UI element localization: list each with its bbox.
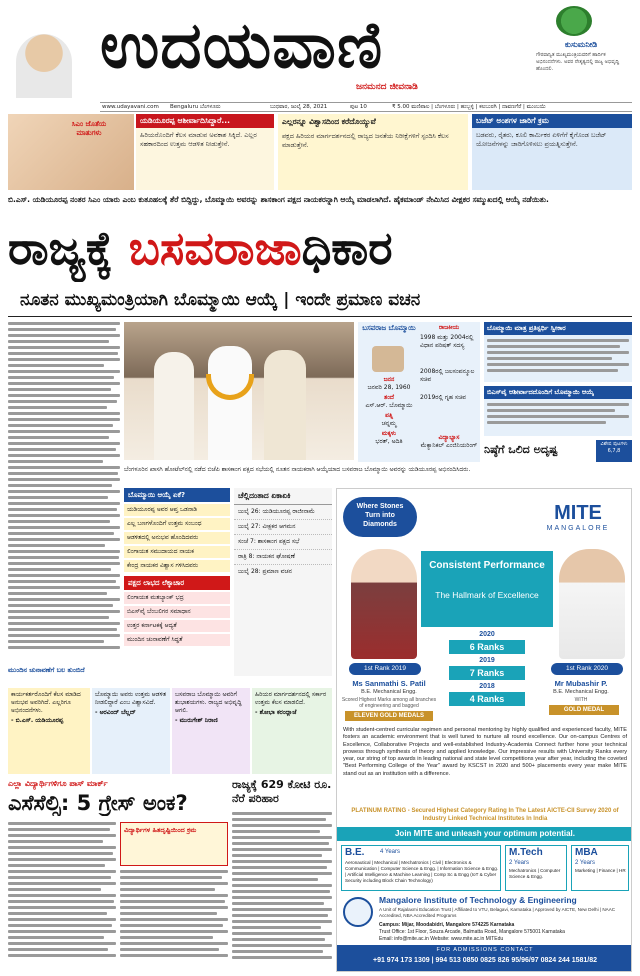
- ad-blurb: With student-centred curricular regimen and personal mentoring by highly qualified and experienced faculty, MITE fosters an academic environment that is well tuned to nurture all round excellence. Our on-campus Centres of Excellence, Collaborative Projects and well-established Industry-Academia Connect further hone your technical prowess through synthesis of theory and applied knowledge. Our impressive results with University Ranks every year, our string of top awards in leading national and state level competitions year after year, including the coveted "Best Performing College of the Year" award by KSCST in 2020 and 500+ placements every year make MITE stand out as an institution with a difference.: [343, 727, 627, 777]
- teaser-3: [472, 114, 632, 190]
- student-1-note: Scored Highest Marks among all branches of engineering and bagged: [341, 697, 437, 709]
- quote-text: ಹಿರಿಯರ ಮಾರ್ಗದರ್ಶನದಲ್ಲಿ ಸರ್ಕಾರ ಉತ್ತಮ ಕೆಲಸ ಮಾಡಲಿದೆ.: [255, 691, 327, 706]
- inst-campus: Campus: Mijar, Moodabidri, Mangalore 574225 Karnataka: [379, 922, 515, 928]
- teaser-2-headline: ಎಲ್ಲರನ್ನೂ ವಿಶ್ವಾಸದಿಂದ ಕರೆದೊಯ್ಯುವೆ: [282, 117, 376, 126]
- ad-logo: [343, 897, 373, 927]
- quote-text: ಬೊಮ್ಮಾಯಿ ಅವರು ಉತ್ತಮ ಆಡಳಿತ ನೀಡಲಿದ್ದಾರೆ ಎಂಬ ವಿಶ್ವಾಸವಿದೆ.: [95, 691, 167, 706]
- rank-value: 7 Ranks: [449, 666, 525, 680]
- why-box: [124, 488, 230, 676]
- rank-year: 2018: [479, 683, 495, 690]
- headline-part2: ಬಸವರಾಜಾ: [128, 221, 302, 275]
- photo-figure: [264, 350, 306, 460]
- quote-text: ಬಸವರಾಜ ಬೊಮ್ಮಾಯಿ ಅವರಿಗೆ ಶುಭಾಶಯಗಳು. ರಾಜ್ಯದ ಅಭಿವೃದ್ಧಿ ಆಗಲಿ.: [175, 691, 242, 714]
- headline-part3: ಧಿಕಾರ: [301, 221, 393, 275]
- teaser-photo-label: ಸಿಎಂ ಜೊತೆಯ ಮಾತುಗಳು: [71, 120, 107, 137]
- timeline-item: ಜುಲೈ 27: ವೀಕ್ಷಕರ ಆಗಮನ: [234, 520, 332, 535]
- masthead-title: ಉದಯವಾಣಿ: [100, 8, 384, 83]
- course-be-list: Aeronautical | Mechanical | Mechatronics | Civil | Electronics & Communication | Computer Science & Engg. | Information Science & Engg. | Artificial Intelligence & Machine Learning | Comp Sc & Engg (IoT & Cyber Security including Block Chain Technology): [345, 860, 499, 883]
- masthead: [0, 0, 640, 100]
- right-box-3: [484, 440, 632, 462]
- bottom-left-box-text: ವಿದ್ಯಾರ್ಥಿಗಳ ಹಿತದೃಷ್ಟಿಯಿಂದ ಕ್ರಮ: [124, 826, 197, 834]
- bottom-mid-text: [232, 812, 332, 972]
- profile-edu-label: ವಿದ್ಯಾಭ್ಯಾಸ: [438, 434, 460, 441]
- right-box-2: [484, 386, 632, 436]
- timeline-item: ಜುಲೈ 26: ಯಡಿಯೂರಪ್ಪ ರಾಜೀನಾಮೆ: [234, 505, 332, 520]
- photo-figure: [208, 346, 252, 460]
- main-photo: [124, 322, 354, 460]
- right-box-3-tag: ವಿಶೇಷ ಪುಟಗಳು 6,7,8: [596, 440, 632, 462]
- ad-perf-title: Consistent Performance: [429, 560, 545, 571]
- profile-kids-label: ಮಕ್ಕಳು: [381, 430, 397, 437]
- profile-portrait: [372, 346, 404, 372]
- why-item: ಲಿಂಗಾಯತ ಸಮುದಾಯದ ನಾಯಕ: [124, 546, 230, 558]
- course-mba-title: MBA: [575, 847, 598, 858]
- quote-author: - ಮುರುಗೇಶ್ ನಿರಾಣಿ: [175, 717, 218, 724]
- why-item-2: ಉತ್ತರ ಕರ್ನಾಟಕಕ್ಕೆ ಆದ್ಯತೆ: [124, 620, 230, 632]
- course-mba-years: 2 Years: [575, 860, 596, 866]
- student-2-photo: [559, 549, 625, 659]
- teaser-1-body: ಹಿರಿಯರೊಂದಿಗೆ ಕೆಲಸ ಮಾಡುವ ಅವಕಾಶ ಸಿಕ್ಕಿದೆ. ಎಲ್ಲರ ಸಹಕಾರದಿಂದ ಉತ್ತಮ ಆಡಳಿತ ನೀಡುತ್ತೇನೆ.: [140, 131, 257, 148]
- right-box-1-title: ಬೊಮ್ಮಾಯಿ ಮಾತ್ರ ಪ್ರತಿಸ್ಪರ್ಧಿ ಸ್ವೀಕಾರ: [484, 322, 632, 335]
- subheadline: ನೂತನ ಮುಖ್ಯಮಂತ್ರಿಯಾಗಿ ಬೊಮ್ಮಾಯಿ ಆಯ್ಕೆ | ಇಂದೇ ಪ್ರಮಾಣ ವಚನ: [20, 290, 421, 310]
- profile-born: ಜನವರಿ 28, 1960: [367, 384, 411, 391]
- sponsor-brand: ಕುಸುಮನೀಡಿ: [564, 40, 598, 49]
- teaser-3-headline: ಬಜೆಟ್ ಅಂಶಗಳ ಜಾರಿಗೆ ಕ್ರಮ: [472, 114, 632, 128]
- main-headline: [8, 216, 632, 282]
- profile-father: ಎಸ್.ಆರ್. ಬೊಮ್ಮಾಯಿ: [365, 402, 413, 409]
- teaser-3-body: ಬಡವರು, ರೈತರು, ಕೂಲಿ ಕಾರ್ಮಿಕರ ಏಳಿಗೆಗೆ ಕೈಗೊಂಡ ಬಜೆಟ್ ಯೋಜನೆಗಳನ್ನು ಜಾರಿಗೊಳಿಸಲು ಪ್ರಯತ್ನಿಸುತ್ತೇನೆ.: [476, 131, 607, 148]
- why-box-title-2: ಪಕ್ಷದ ಲಾಭದ ಲೆಕ್ಕಾಚಾರ: [124, 576, 230, 590]
- dateline-bar: [100, 102, 632, 112]
- bottom-headline: ಎಸೆಸೆಲ್ಸಿ: 5 ಗ್ರೇಸ್ ಅಂಕ?: [8, 791, 188, 815]
- subheadline-rule: [8, 316, 632, 317]
- quote-card: [8, 688, 90, 774]
- teaser-2: [278, 114, 468, 190]
- quote-author: - ಅರವಿಂದ್ ಬೆಲ್ಲದ್: [95, 709, 136, 716]
- profile-wife: ಚನ್ನಮ್ಮ: [381, 420, 397, 427]
- bottom-left-text-2: [120, 870, 228, 972]
- ad-perf-sub: The Hallmark of Excellence: [435, 590, 539, 600]
- course-mtech-years: 2 Years: [509, 860, 530, 866]
- quote-card: [92, 688, 170, 774]
- student-2-award: GOLD MEDAL: [549, 705, 619, 715]
- dateline-edition: Bengaluru ಬೆಂಗಳೂರು: [170, 104, 221, 110]
- rank-year: 2020: [479, 631, 495, 638]
- masthead-portrait: [16, 34, 72, 98]
- ad-join-bar: Join MITE and unleash your optimum potential.: [337, 827, 632, 841]
- teaser-2-body: ಪಕ್ಷದ ಹಿರಿಯರ ಮಾರ್ಗದರ್ಶನದಲ್ಲಿ ರಾಜ್ಯದ ಜನತೆಯ ನಿರೀಕ್ಷೆಗಳಿಗೆ ಸ್ಪಂದಿಸಿ ಕೆಲಸ ಮಾಡುತ್ತೇನೆ.: [282, 132, 449, 149]
- ad-brand-sub: MANGALORE: [546, 525, 610, 532]
- rank-value: 6 Ranks: [449, 640, 525, 654]
- profile-kids: ಭರತ್, ಅದಿತಿ: [375, 438, 403, 445]
- course-be-title: B.E.: [345, 847, 365, 858]
- student-1-name: Ms Sanmathi S. Patil: [352, 679, 426, 688]
- why-item-2: ಮುಂದಿನ ಚುನಾವಣೆಗೆ ಸಿದ್ಧತೆ: [124, 634, 230, 646]
- quote-author: - ಬಿ.ಎಸ್. ಯಡಿಯೂರಪ್ಪ: [11, 717, 64, 724]
- course-mtech-title: M.Tech: [509, 847, 543, 858]
- student-1-branch: B.E. Mechanical Engg.: [361, 689, 417, 695]
- bottom-mid-headline: ರಾಜ್ಯಕ್ಕೆ 629 ಕೋಟಿ ರೂ. ನೆರೆ ಪರಿಹಾರ: [232, 778, 332, 805]
- timeline-item: ಸಂಜೆ 7: ಶಾಸಕಾಂಗ ಪಕ್ಷದ ಸಭೆ: [234, 535, 332, 550]
- contact-bar: [337, 945, 632, 972]
- photo-caption: ಬೆಂಗಳೂರಿನ ಖಾಸಗಿ ಹೋಟೆಲ್‌ನಲ್ಲಿ ನಡೆದ ಬಿಜೆಪಿ ಶಾಸಕಾಂಗ ಪಕ್ಷದ ಸಭೆಯಲ್ಲಿ ನೂತನ ನಾಯಕರಾಗಿ ಆಯ್ಕೆಯಾದ ಬಸವರಾಜ ಬೊಮ್ಮಾಯಿ ಅವರನ್ನು ಯಡಿಯೂರಪ್ಪ ಅಭಿನಂದಿಸಿದರು.: [124, 466, 471, 473]
- right-box-1: [484, 322, 632, 382]
- dateline-date: ಬುಧವಾರ, ಜುಲೈ 28, 2021: [270, 104, 328, 110]
- contact-numbers: +91 974 173 1309 | 994 513 0850 0825 826 95/96/97 0824 244 1581/82: [372, 957, 598, 964]
- student-1-award: ELEVEN GOLD MEDALS: [345, 711, 433, 721]
- profile-politics-3: 2019ರಲ್ಲಿ ಗೃಹ ಸಚಿವ: [420, 394, 466, 401]
- why-item: ಕೇಂದ್ರ ನಾಯಕರ ವಿಶ್ವಾಸ ಗಳಿಸಿದವರು: [124, 560, 230, 572]
- profile-box: [358, 322, 480, 462]
- why-item: ಆಡಳಿತದಲ್ಲಿ ಅನುಭವ ಹೊಂದಿದವರು: [124, 532, 230, 544]
- quote-card: [252, 688, 332, 774]
- rank-year: 2019: [479, 657, 495, 664]
- timeline-item: ರಾತ್ರಿ 8: ನಾಯಕನ ಘೋಷಣೆ: [234, 550, 332, 565]
- student-2-branch: B.E. Mechanical Engg.: [553, 689, 609, 695]
- student-2-note: WITH: [574, 697, 588, 703]
- ad-badge-text: Where Stones Turn into Diamonds: [356, 503, 404, 528]
- profile-father-label: ತಂದೆ: [384, 394, 394, 401]
- masthead-tagline: ಜನಮನದ ಜೀವನಾಡಿ: [356, 82, 418, 92]
- timeline-item: ಜುಲೈ 28: ಪ್ರಮಾಣ ವಚನ: [238, 568, 292, 575]
- dateline-price: ₹ 5.00 ಮಣಿಪಾಲ | ಬೆಂಗಳೂರು | ಹುಬ್ಬಳ್ಳಿ | ಕಲಬುರಗಿ | ದಾವಣಗೆರೆ | ಮುಂಬಯಿ: [392, 104, 546, 110]
- why-item-2: ಲಿಂಗಾಯತ ಮತಬ್ಯಾಂಕ್ ಭದ್ರ: [124, 592, 230, 604]
- sponsor-text: ಗೌರವಾನ್ವಿತ ಮುಖ್ಯಮಂತ್ರಿಯವರಿಗೆ ಹಾರ್ದಿಕ ಅಭಿನಂದನೆಗಳು. ಅವರ ನೇತೃತ್ವದಲ್ಲಿ ರಾಜ್ಯ ಅಭಿವೃದ್ಧಿ ಹೊಂದಲಿ.: [536, 52, 620, 72]
- profile-wife-label: ಪತ್ನಿ: [385, 412, 393, 419]
- why-box-footer: ಮುಂದಿನ ಚುನಾವಣೆಗೆ ಬಲ ತುಂಬಿದೆ: [8, 666, 85, 674]
- profile-title: ಬಸವರಾಜ ಬೊಮ್ಮಾಯಿ: [362, 324, 416, 332]
- inst-sub: A Unit of Rajalaxmi Education Trust | Affiliated to VTU, Belagavi, Karnataka | Approved by AICTE, New Delhi | NAAC Accredited, NBA Accredited Programs: [379, 907, 616, 918]
- sponsor-tree-icon: [556, 6, 592, 36]
- right-box-3-title: ನಿಷ್ಠೆಗೆ ಒಲಿದ ಅದೃಷ್ಟ: [484, 443, 558, 456]
- course-mtech: [505, 845, 567, 891]
- right-box-1-text: [484, 335, 632, 379]
- left-column-text: [8, 322, 120, 662]
- profile-politics-label: ರಾಜಕೀಯ: [438, 324, 460, 331]
- why-item: ಯಡಿಯೂರಪ್ಪ ಅವರ ಆಪ್ತ ಒಡನಾಡಿ: [124, 504, 230, 516]
- ad-platinum: PLATINUM RATING - Secured Highest Category Rating In The Latest AICTE-CII Survey 2020 of Industry Linked Technical Institutes In India: [351, 808, 619, 822]
- profile-politics-1: 1998 ಮತ್ತು 2004ರಲ್ಲಿ ವಿಧಾನ ಪರಿಷತ್ ಸದಸ್ಯ: [420, 334, 474, 349]
- right-box-2-text: [484, 399, 632, 431]
- profile-born-label: ಜನನ: [383, 376, 395, 383]
- mite-ad: [336, 488, 632, 972]
- photo-figure: [154, 352, 194, 460]
- bottom-kicker: ಎಲ್ಲಾ ವಿದ್ಯಾರ್ಥಿಗಳಿಗೂ ಪಾಸ್ ಮಾರ್ಕ್: [8, 779, 108, 788]
- course-mba-list: Marketing | Finance | HR: [575, 868, 626, 873]
- dateline-website: www.udayavani.com: [102, 104, 159, 110]
- timeline-box: [234, 488, 332, 676]
- timeline-title: ಚೆಲ್ಲಿದಂತಾದ ಏಕಾಏಕಿ: [234, 488, 332, 505]
- rank-value: 4 Ranks: [449, 692, 525, 706]
- inst-name: Mangalore Institute of Technology & Engineering: [379, 895, 577, 905]
- why-box-title: ಬೊಮ್ಮಾಯಿ ಆಯ್ಕೆ ಏಕೆ?: [124, 488, 230, 502]
- student-1-rank: 1st Rank 2019: [349, 663, 421, 675]
- quote-author: - ಶೋಭಾ ಕರಂದ್ಲಾಜೆ: [255, 709, 297, 716]
- course-mba: [571, 845, 629, 891]
- bottom-left-text: [8, 822, 116, 972]
- teaser-1-headline: ಯಡಿಯೂರಪ್ಪ ಆಶೀರ್ವಾದಿಸಿದ್ದಾರೆ...: [136, 114, 274, 128]
- student-1-photo: [351, 549, 417, 659]
- inst-email: Email: info@mite.ac.in Website: www.mite.ac.in MITEdu: [379, 936, 504, 942]
- why-item-2: ಬಿಎಸ್‌ವೈ ಬೆಂಬಲಿಗರ ಸಮಾಧಾನ: [124, 606, 230, 618]
- headline-part1: ರಾಜ್ಯಕ್ಕೆ: [8, 221, 113, 275]
- why-item: ಎಲ್ಲ ಬಣಗಳೊಂದಿಗೆ ಉತ್ತಮ ಸಂಬಂಧ: [124, 518, 230, 530]
- course-be-years: 4 Years: [380, 849, 401, 855]
- course-mtech-list: Mechatronics | Computer Science & Engg.: [509, 868, 561, 879]
- student-2-name: Mr Mubashir P.: [554, 679, 608, 688]
- teaser-1: [136, 114, 274, 190]
- inst-trust-office: Trust Office: 1st Floor, Souza Arcade, Balmatta Road, Mangalore 575001 Karnataka: [379, 929, 565, 935]
- bottom-left-box: [120, 822, 228, 866]
- profile-edu: ಮೆಕ್ಯಾನಿಕಲ್ ಎಂಜಿನಿಯರಿಂಗ್: [420, 442, 478, 449]
- profile-politics-2: 2008ರಲ್ಲಿ ಜಲಸಂಪನ್ಮೂಲ ಸಚಿವ: [420, 368, 475, 383]
- quote-card: [172, 688, 250, 774]
- course-be: [341, 845, 501, 891]
- dateline-pages: ಪುಟ 10: [350, 104, 367, 110]
- lead-summary: ಬಿ.ಎಸ್. ಯಡಿಯೂರಪ್ಪ ನಂತರ ಸಿಎಂ ಯಾರು ಎಂಬ ಕುತೂಹಲಕ್ಕೆ ತೆರೆ ಬಿದ್ದಿದ್ದು, ಬೊಮ್ಮಾಯಿ ಅವರನ್ನು ಶಾಸಕಾಂಗ ಪಕ್ಷದ ನಾಯಕರನ್ನಾಗಿ ಆಯ್ಕೆ ಮಾಡಲಾಗಿದೆ. ಹೈಕಮಾಂಡ್ ನೇಮಿಸಿದ ವೀಕ್ಷಕರ ಸಮ್ಮುಖದಲ್ಲಿ ಆಯ್ಕೆ ನಡೆಯಿತು.: [8, 195, 549, 204]
- right-box-2-title: ಬಿಎಸ್‌ವೈ ಆಶೀರ್ವಾದದೊಂದಿಗೆ ಬೊಮ್ಮಾಯಿ ಆಯ್ಕೆ: [484, 386, 632, 399]
- contact-label: FOR ADMISSIONS CONTACT: [436, 947, 534, 953]
- ad-brand: MITE: [554, 502, 602, 524]
- quote-text: ಕಾರ್ಯಕರ್ತರೊಂದಿಗೆ ಕೆಲಸ ಮಾಡಿದ ಅನುಭವ ಅವರಿಗಿದೆ. ಎಲ್ಲರಿಗೂ ಅಭಿನಂದನೆಗಳು.: [11, 691, 81, 714]
- student-2-rank: 1st Rank 2020: [551, 663, 623, 675]
